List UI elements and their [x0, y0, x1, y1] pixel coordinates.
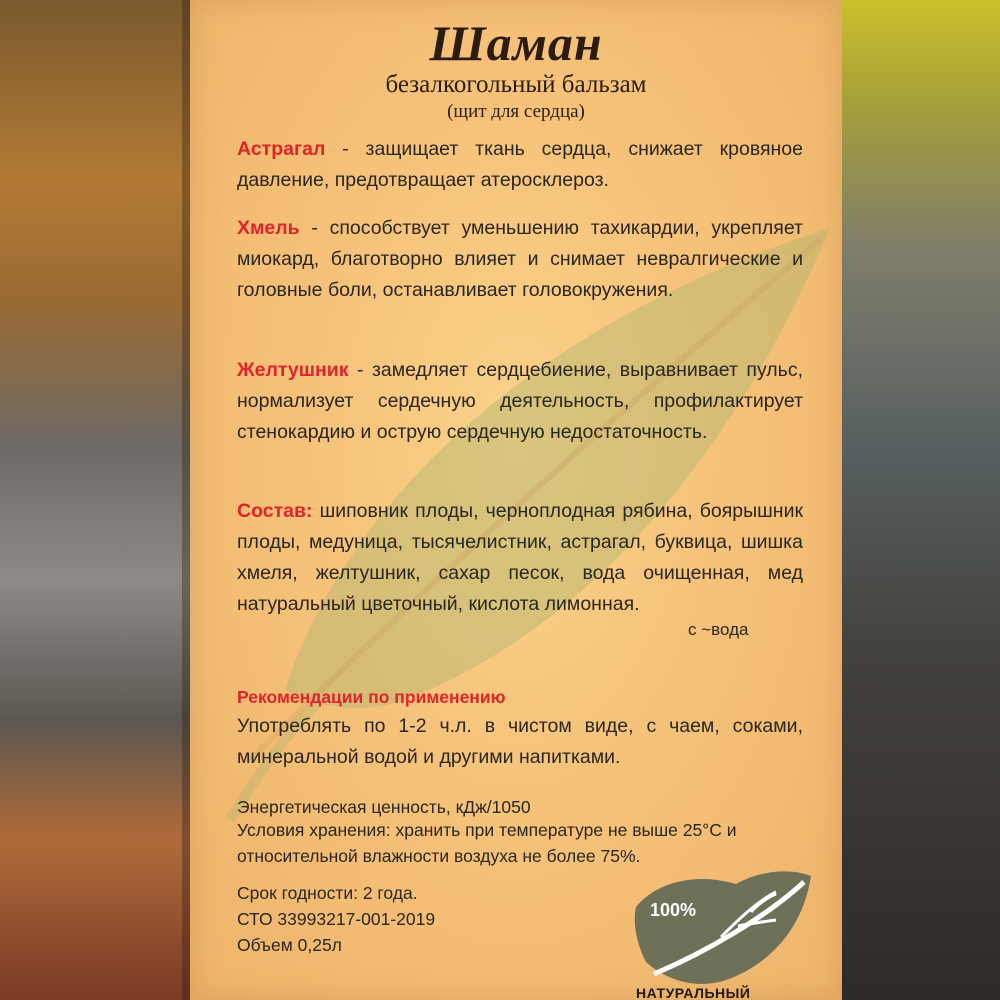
smudged-text: с ~вода — [688, 620, 749, 639]
badge-label: НАТУРАЛЬНЫЙ — [636, 985, 751, 1000]
natural-leaf-badge-icon — [626, 862, 826, 1000]
section-heading: Хмель — [237, 217, 300, 239]
background-left-edge — [0, 0, 190, 1000]
storage-conditions: Условия хранения: хранить при температуре не выше 25°С и относительной влажности воздуха не более 75%. — [237, 820, 737, 866]
section-text: - защищает ткань сердца, снижает кровяное давление, предотвращает атеросклероз. — [237, 138, 803, 191]
recommendations-text: Употреблять по 1-2 ч.л. в чистом виде, с чаем, соками, минеральной водой и другими напитками. — [237, 715, 803, 768]
section-astragal — [237, 134, 803, 196]
background-right-edge — [838, 0, 1000, 1000]
section-composition — [237, 496, 803, 620]
product-title: Шаман — [429, 15, 603, 71]
product-subtitle: безалкогольный бальзам — [385, 71, 647, 98]
shelf-life: Срок годности: 2 года. — [237, 883, 418, 903]
section-heading: Астрагал — [237, 138, 326, 160]
product-details — [237, 880, 435, 958]
section-text: шиповник плоды, черноплодная рябина, боярышник плоды, медуница, тысячелистник, астрагал, буквица, шишка хмеля, желтушник, сахар песок, вода очищенная, мед натуральный цветочный, кислота лимонная. — [237, 500, 803, 615]
product-label — [190, 0, 842, 1000]
section-text: - способствует уменьшению тахикардии, укрепляет миокард, благотворно влияет и снимает невралгические и головные боли, останавливает головокружения. — [237, 217, 803, 301]
section-heading: Желтушник — [237, 359, 349, 381]
section-hops — [237, 213, 803, 306]
section-text: - замедляет сердцебиение, выравнивает пульс, нормализует сердечную деятельность, профилактирует стенокардию и острую сердечную недостаточность. — [237, 359, 803, 443]
product-subnote: (щит для сердца) — [447, 101, 585, 122]
energy-value: Энергетическая ценность, кДж/1050 — [237, 797, 531, 817]
section-heading: Состав: — [237, 500, 313, 522]
badge-percent: 100% — [650, 900, 697, 920]
volume: Объем 0,25л — [237, 935, 342, 955]
section-st-johns-wort — [237, 355, 803, 448]
standard-code: СТО 33993217-001-2019 — [237, 909, 436, 929]
recommendations-heading: Рекомендации по применению — [237, 687, 506, 707]
